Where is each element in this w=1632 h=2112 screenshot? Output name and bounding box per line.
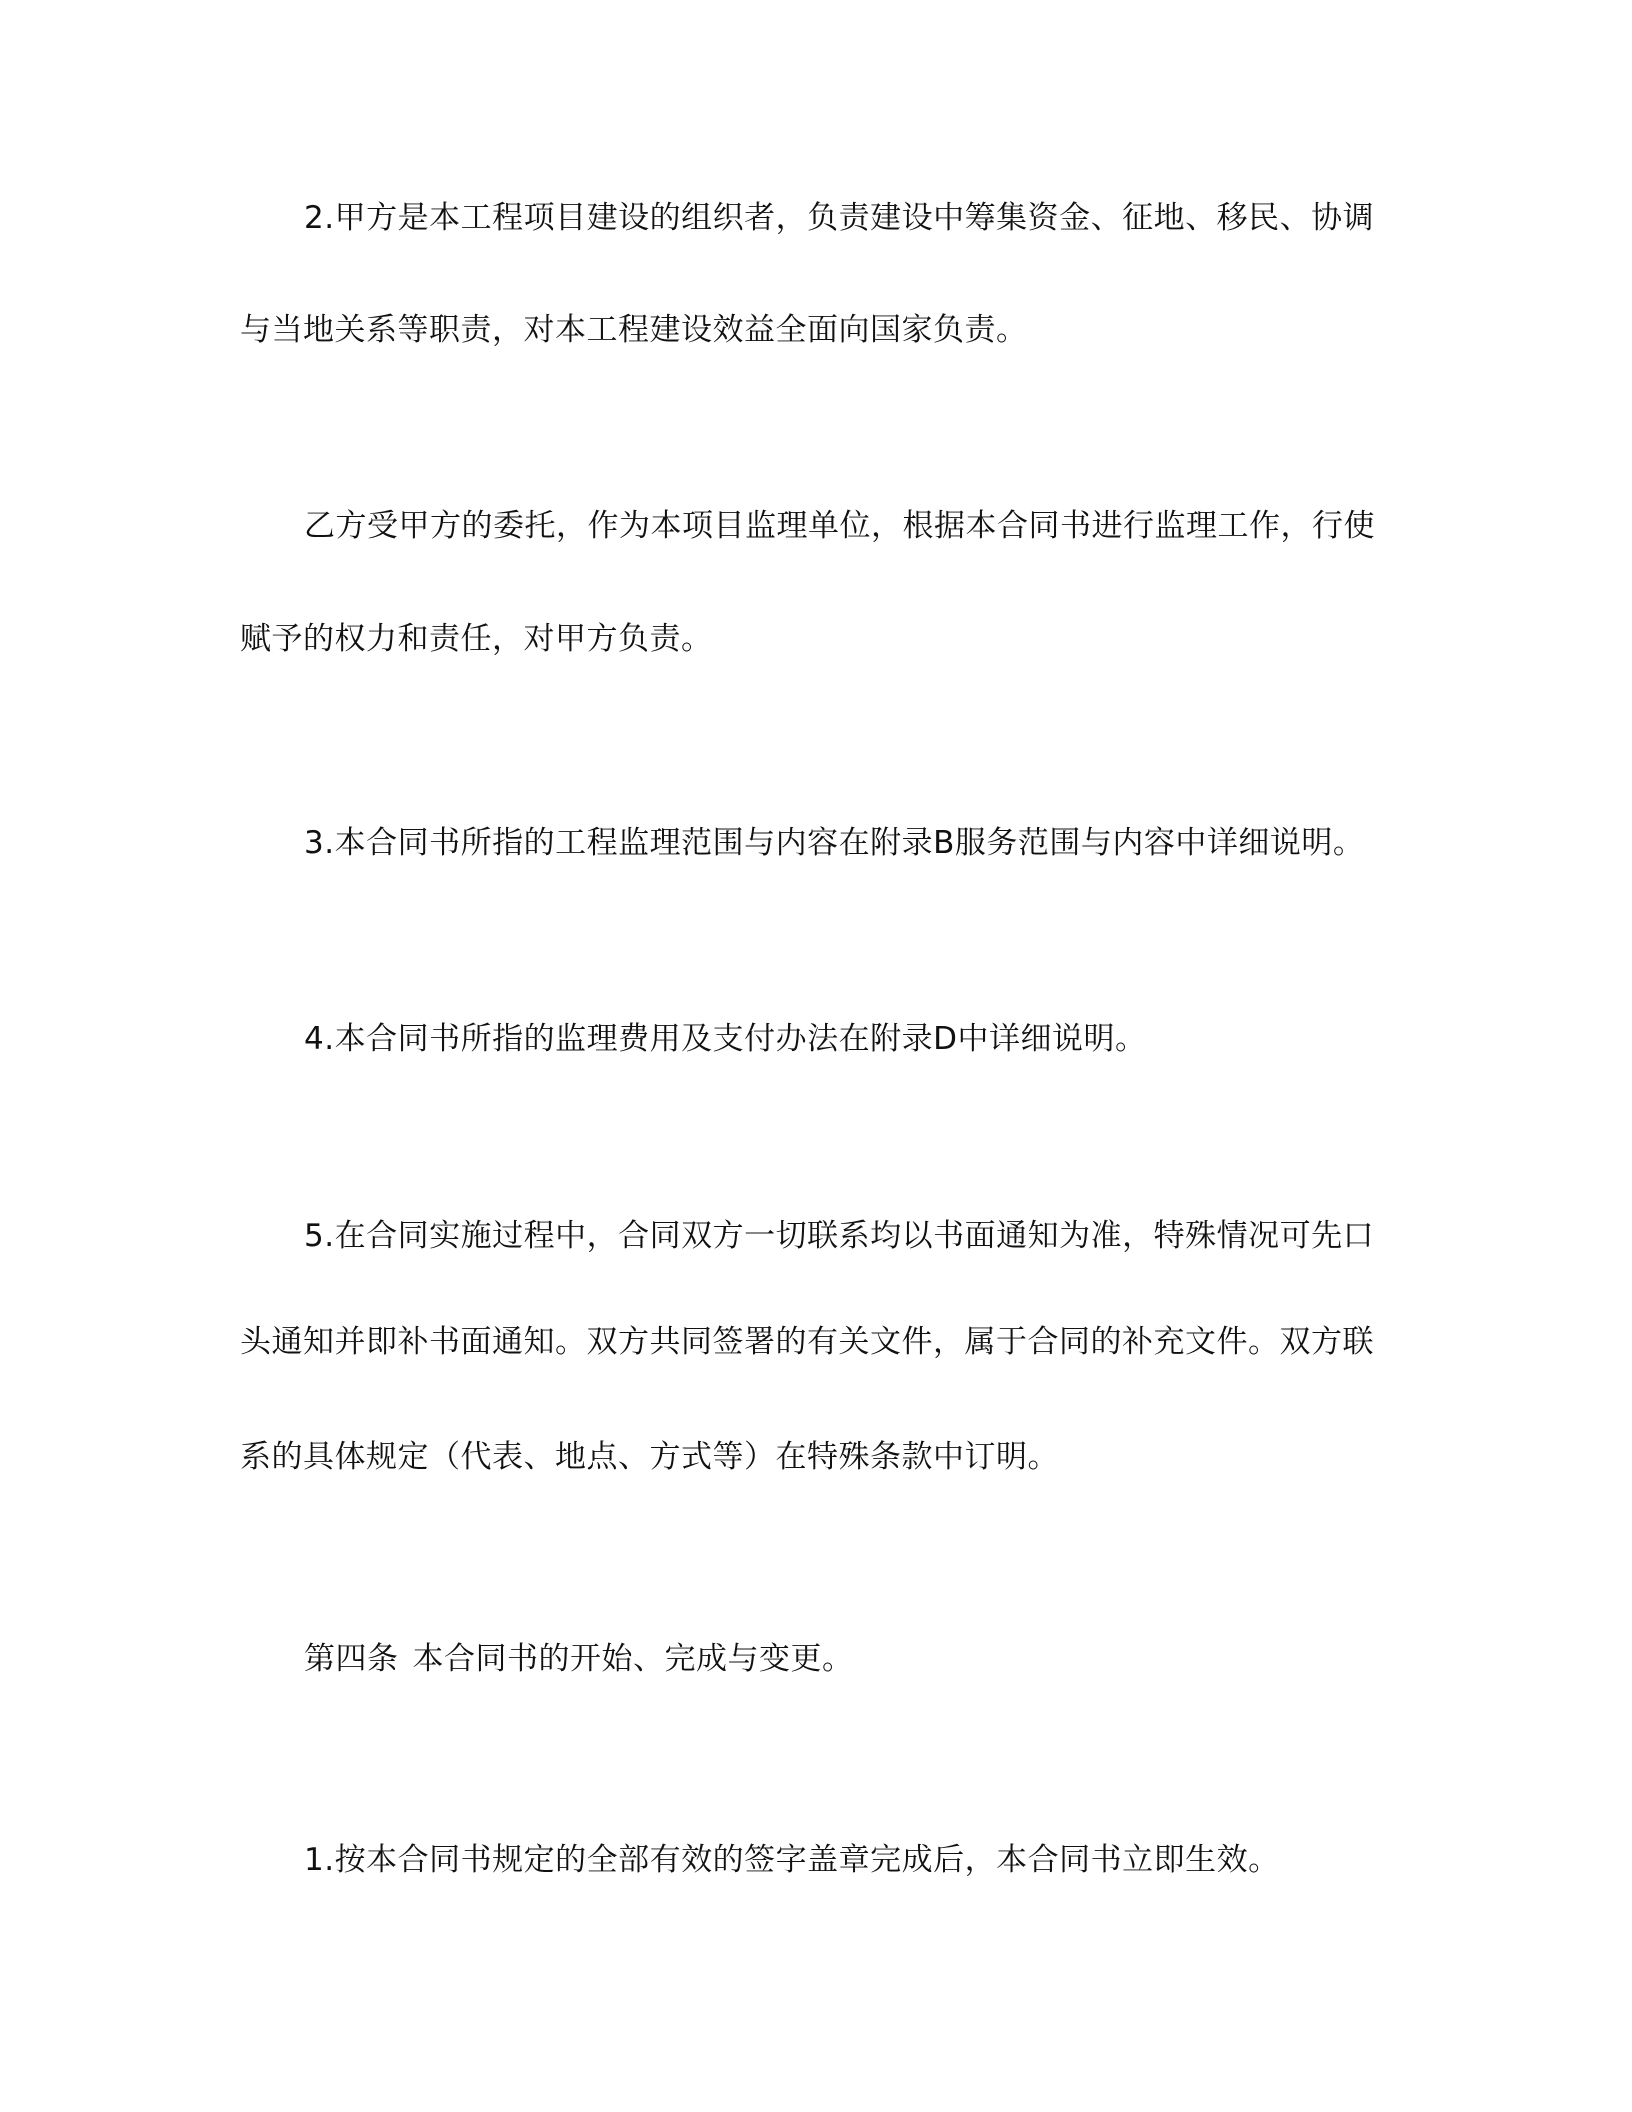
paragraph-2-line-2: 与当地关系等职责，对本工程建设效益全面向国家负责。 (240, 312, 1028, 348)
paragraph-party-b-line-1: 乙方受甲方的委托，作为本项目监理单位，根据本合同书进行监理工作，行使 (304, 508, 1375, 544)
paragraph-2-line-1: 2.甲方是本工程项目建设的组织者，负责建设中筹集资金、征地、移民、协调 (304, 200, 1375, 236)
article-title: 本合同书的开始、完成与变更。 (412, 1641, 854, 1677)
paragraph-3-line-1: 3.本合同书所指的工程监理范围与内容在附录B服务范围与内容中详细说明。 (304, 825, 1365, 861)
article-4-clause-1: 1.按本合同书规定的全部有效的签字盖章完成后，本合同书立即生效。 (304, 1842, 1280, 1878)
paragraph-5-line-1: 5.在合同实施过程中，合同双方一切联系均以书面通知为准，特殊情况可先口 (304, 1218, 1375, 1254)
paragraph-party-b-line-2: 赋予的权力和责任，对甲方负责。 (240, 621, 713, 657)
article-number: 第四条 (304, 1641, 399, 1677)
article-4-heading (304, 1639, 1454, 1679)
paragraph-5-line-3: 系的具体规定（代表、地点、方式等）在特殊条款中订明。 (240, 1439, 1059, 1475)
paragraph-5-line-2: 头通知并即补书面通知。双方共同签署的有关文件，属于合同的补充文件。双方联 (240, 1324, 1374, 1360)
paragraph-4-line-1: 4.本合同书所指的监理费用及支付办法在附录D中详细说明。 (304, 1021, 1147, 1057)
